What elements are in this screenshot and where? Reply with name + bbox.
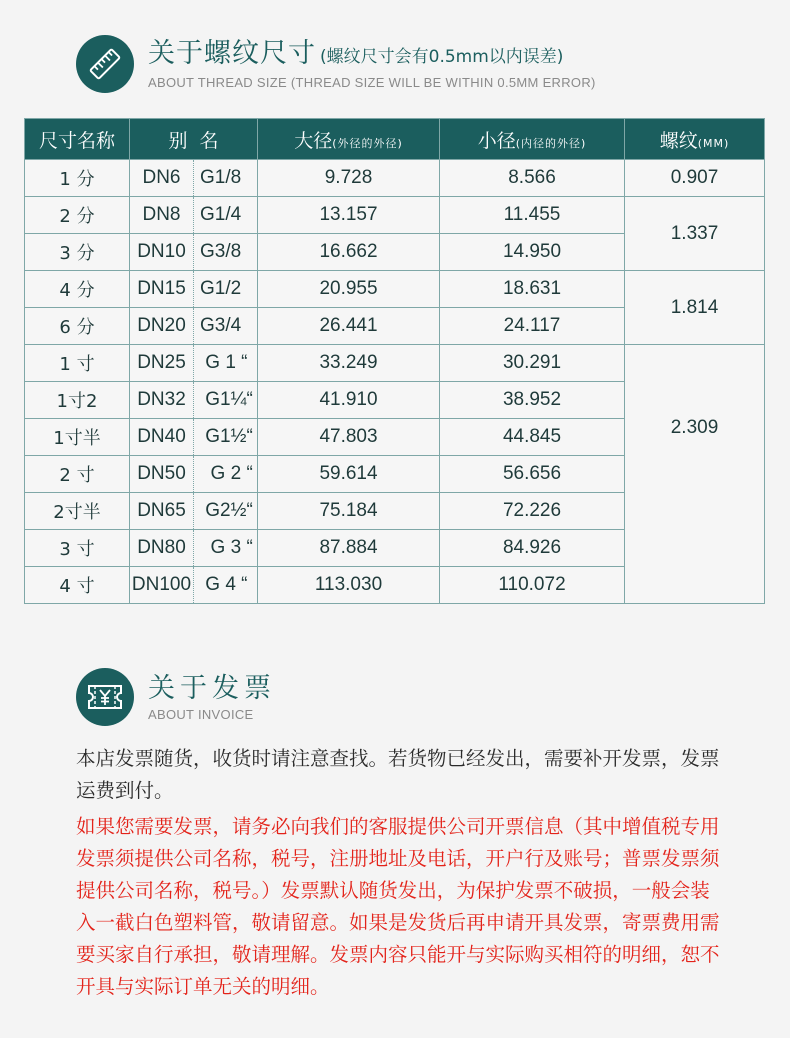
cell-g: G 1 “ (194, 345, 258, 382)
cell-outer: 9.728 (258, 160, 440, 197)
cell-outer: 13.157 (258, 197, 440, 234)
cell-g: G3/8 (194, 234, 258, 271)
header-pitch: 螺纹(MM) (625, 119, 765, 160)
thread-size-subtitle: ABOUT THREAD SIZE (THREAD SIZE WILL BE WITHIN 0.5MM ERROR) (148, 75, 596, 90)
cell-g: G1½“ (194, 419, 258, 456)
ruler-icon (76, 35, 134, 93)
cell-size: 1 寸 (25, 345, 130, 382)
cell-outer: 59.614 (258, 456, 440, 493)
cell-dn: DN50 (130, 456, 194, 493)
invoice-notice: 如果您需要发票，请务必向我们的客服提供公司开票信息（其中增值税专用发票须提供公司名称，税号，注册地址及电话，开户行及账号；普票发票须提供公司名称，税号。）发票默认随货发出，为保护发票不破损，一般会装入一截白色塑料管，敬请留意。如果是发货后再申请开具发票，寄票费用需要买家自行承担，敬请理解。发票内容只能开与实际购买相符的明细，恕不开具与实际订单无关的明细。 (76, 815, 720, 998)
cell-dn: DN65 (130, 493, 194, 530)
invoice-subtitle: ABOUT INVOICE (148, 706, 254, 722)
cell-dn: DN40 (130, 419, 194, 456)
cell-pitch: 1.814 (625, 271, 765, 345)
cell-inner: 56.656 (440, 456, 625, 493)
header-outer-diameter: 大径(外径的外径) (258, 119, 440, 160)
cell-outer: 20.955 (258, 271, 440, 308)
cell-size: 1寸2 (25, 382, 130, 419)
table-row (25, 271, 765, 308)
cell-size: 2 分 (25, 197, 130, 234)
cell-outer: 113.030 (258, 567, 440, 604)
cell-g: G1/2 (194, 271, 258, 308)
cell-inner: 30.291 (440, 345, 625, 382)
cell-dn: DN8 (130, 197, 194, 234)
cell-inner: 24.117 (440, 308, 625, 345)
cell-outer: 26.441 (258, 308, 440, 345)
cell-outer: 47.803 (258, 419, 440, 456)
cell-inner: 11.455 (440, 197, 625, 234)
cell-pitch: 2.309 (625, 345, 765, 604)
thread-size-note: (螺纹尺寸会有0.5mm以内误差) (320, 47, 564, 67)
cell-g: G2½“ (194, 493, 258, 530)
invoice-paragraph: 本店发票随货，收货时请注意查找。若货物已经发出，需要补开发票，发票运费到付。 (76, 747, 720, 802)
cell-inner: 44.845 (440, 419, 625, 456)
ticket-yen-icon (76, 668, 134, 726)
thread-size-table (24, 118, 765, 604)
cell-inner: 84.926 (440, 530, 625, 567)
cell-g: G3/4 (194, 308, 258, 345)
cell-dn: DN32 (130, 382, 194, 419)
cell-dn: DN100 (130, 567, 194, 604)
cell-inner: 8.566 (440, 160, 625, 197)
thread-size-title: 关于螺纹尺寸 (螺纹尺寸会有0.5mm以内误差) (148, 38, 564, 69)
cell-outer: 33.249 (258, 345, 440, 382)
invoice-header (76, 668, 276, 726)
cell-g: G1/8 (194, 160, 258, 197)
cell-size: 4 分 (25, 271, 130, 308)
invoice-title: 关于发票 (148, 672, 276, 704)
cell-g: G 3 “ (194, 530, 258, 567)
header-inner-diameter: 小径(内径的外径) (440, 119, 625, 160)
cell-size: 1 分 (25, 160, 130, 197)
cell-size: 2寸半 (25, 493, 130, 530)
cell-dn: DN20 (130, 308, 194, 345)
cell-size: 3 分 (25, 234, 130, 271)
cell-size: 1寸半 (25, 419, 130, 456)
cell-inner: 38.952 (440, 382, 625, 419)
cell-dn: DN15 (130, 271, 194, 308)
cell-inner: 14.950 (440, 234, 625, 271)
cell-pitch: 1.337 (625, 197, 765, 271)
cell-size: 2 寸 (25, 456, 130, 493)
thread-size-header (76, 35, 596, 93)
header-size-name: 尺寸名称 (25, 119, 130, 160)
cell-g: G1/4 (194, 197, 258, 234)
cell-outer: 16.662 (258, 234, 440, 271)
cell-dn: DN10 (130, 234, 194, 271)
table-header-row (25, 119, 765, 160)
cell-g: G 4 “ (194, 567, 258, 604)
cell-outer: 41.910 (258, 382, 440, 419)
cell-g: G1¼“ (194, 382, 258, 419)
cell-dn: DN25 (130, 345, 194, 382)
cell-size: 4 寸 (25, 567, 130, 604)
table-row (25, 345, 765, 382)
table-row (25, 197, 765, 234)
cell-dn: DN6 (130, 160, 194, 197)
cell-pitch: 0.907 (625, 160, 765, 197)
cell-inner: 110.072 (440, 567, 625, 604)
cell-outer: 87.884 (258, 530, 440, 567)
cell-inner: 18.631 (440, 271, 625, 308)
cell-g: G 2 “ (194, 456, 258, 493)
cell-dn: DN80 (130, 530, 194, 567)
header-alias: 别 名 (130, 119, 258, 160)
cell-outer: 75.184 (258, 493, 440, 530)
cell-size: 3 寸 (25, 530, 130, 567)
table-row (25, 160, 765, 197)
cell-inner: 72.226 (440, 493, 625, 530)
cell-size: 6 分 (25, 308, 130, 345)
